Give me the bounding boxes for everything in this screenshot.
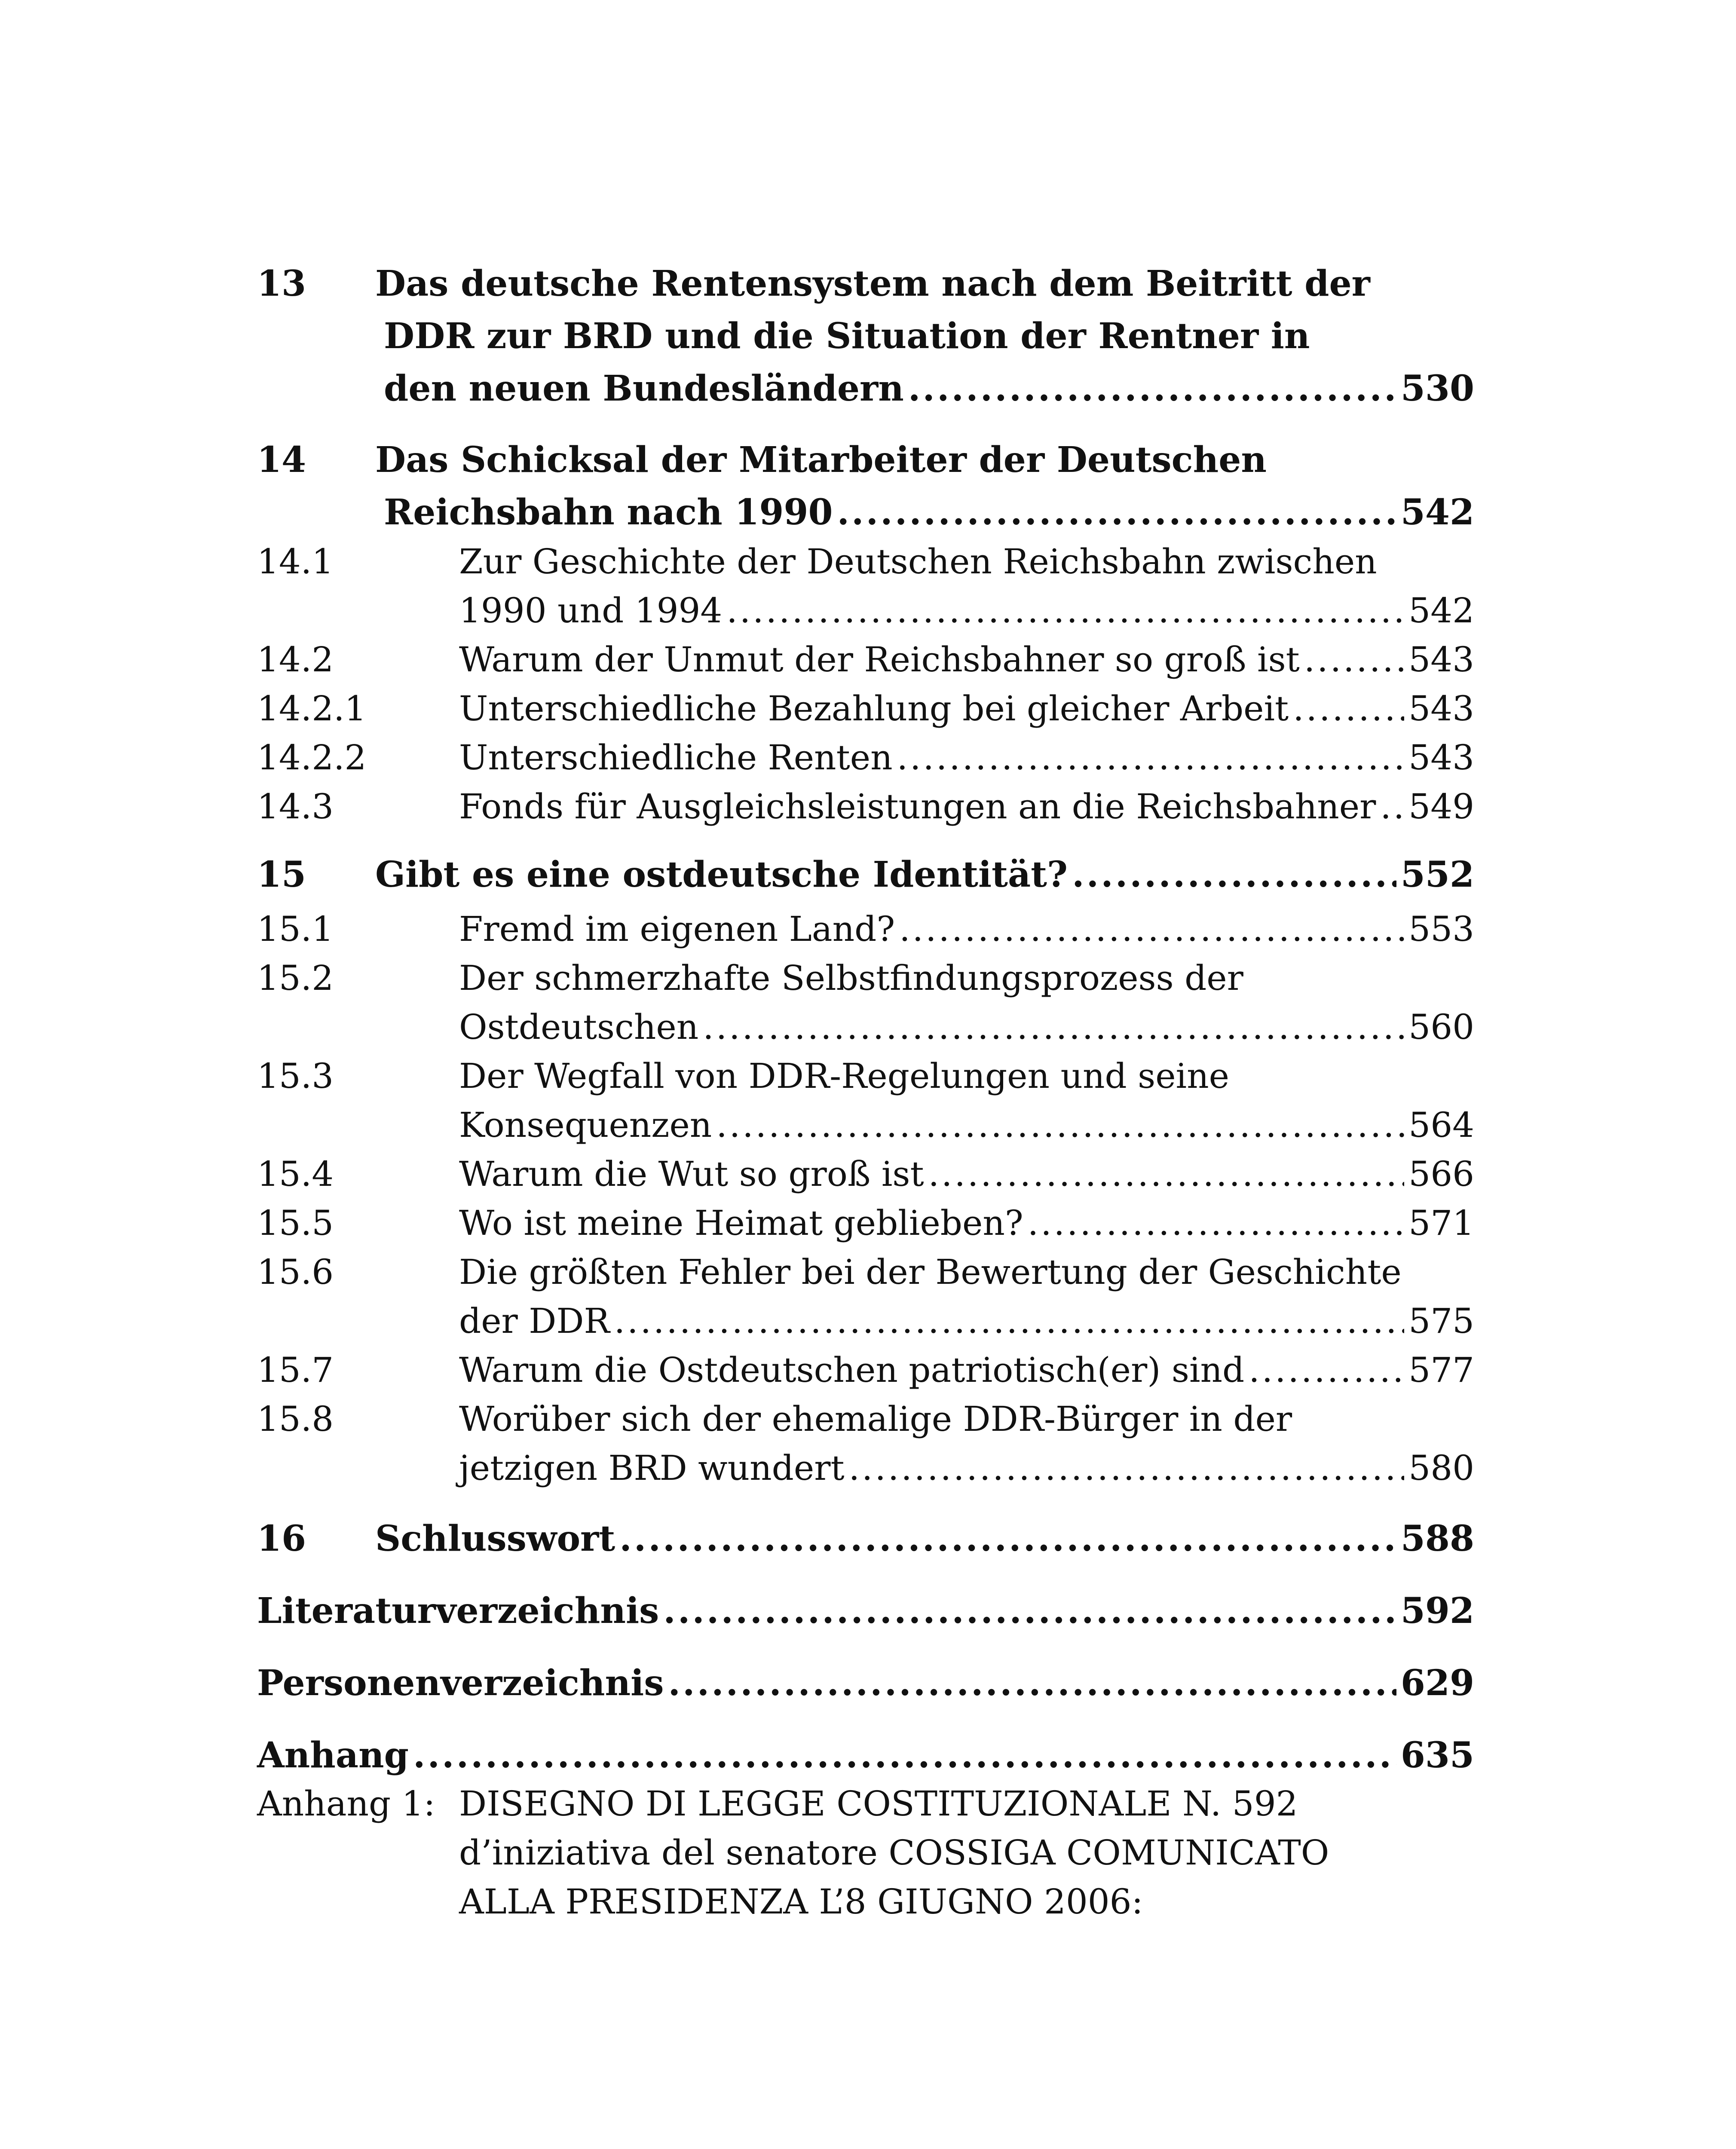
toc-page-number: 543 [1408,738,1474,778]
dot-leader [703,1003,1404,1052]
dot-leader [1380,782,1404,831]
dot-leader [1072,849,1396,900]
toc-number: 15.1 [257,909,334,949]
toc-page-number: 530 [1400,368,1474,409]
dot-leader [726,586,1404,635]
toc-title-line: Warum die Ostdeutschen patriotisch(er) sind [459,1350,1245,1390]
dot-leader [716,1101,1404,1150]
dot-leader [908,363,1396,414]
toc-number: 14.2.1 [257,689,367,729]
toc-title-line: Literaturverzeichnis [257,1590,659,1632]
toc-page-number: 575 [1408,1301,1474,1341]
toc-title-line: Der schmerzhafte Selbstfindungsprozess der [459,958,1243,998]
dot-leader [1304,635,1404,684]
toc-page-number: 543 [1408,689,1474,729]
toc-title-line: Anhang [257,1735,409,1776]
toc-title-line: Der Wegfall von DDR-Regelungen und seine [459,1056,1229,1096]
toc-page-number: 542 [1408,591,1474,631]
toc-number: 14.3 [257,787,334,827]
toc-title-line: den neuen Bundesländern [384,368,904,409]
toc-page-number: 560 [1408,1007,1474,1047]
toc-title-line: Wo ist meine Heimat geblieben? [459,1203,1023,1243]
toc-title-line: Reichsbahn nach 1990 [384,492,833,533]
toc-title-line: Warum der Unmut der Reichsbahner so groß ist [459,640,1300,680]
toc-page-number: 571 [1408,1203,1474,1243]
toc-page-number: 542 [1400,492,1474,533]
toc-number: 15.5 [257,1203,334,1243]
toc-number: 15.6 [257,1252,334,1292]
toc-title-line: Unterschiedliche Bezahlung bei gleicher Arbeit [459,689,1289,729]
toc-title-line: 1990 und 1994 [459,591,723,631]
toc-title-line: DDR zur BRD und die Situation der Rentner in [384,315,1310,357]
toc-title-line: DISEGNO DI LEGGE COSTITUZIONALE N. 592 [459,1784,1298,1824]
toc-title-line: Warum die Wut so groß ist [459,1154,924,1194]
dot-leader [1293,684,1404,733]
toc-number: 15.4 [257,1154,334,1194]
toc-title-line: Schlusswort [375,1518,615,1559]
toc-title-line: Ostdeutschen [459,1007,699,1047]
toc-title-line: Das deutsche Rentensystem nach dem Beitritt der [375,263,1370,304]
toc-page-number: 592 [1400,1590,1474,1632]
toc-number: 15.7 [257,1350,334,1390]
dot-leader [614,1297,1405,1346]
toc-number: 14 [257,439,306,481]
toc-page-number: 564 [1408,1105,1474,1145]
toc-title-line: Fonds für Ausgleichsleistungen an die Reichsbahner [459,787,1376,827]
toc-number: 15.8 [257,1399,334,1439]
toc-number: 14.1 [257,542,334,582]
dot-leader [849,1444,1405,1493]
toc-page-number: 588 [1400,1518,1474,1559]
toc-title-line: der DDR [459,1301,610,1341]
toc-page-number: 635 [1400,1735,1474,1776]
toc-title-line: Das Schicksal der Mitarbeiter der Deutschen [375,439,1267,481]
dot-leader [413,1730,1396,1781]
dot-leader [928,1150,1405,1199]
toc-number: 15.3 [257,1056,334,1096]
toc-page-number: 543 [1408,640,1474,680]
toc-number: 13 [257,263,306,304]
dot-leader [897,733,1405,782]
toc-page-number: 577 [1408,1350,1474,1390]
dot-leader [619,1513,1396,1564]
toc-title-line: Worüber sich der ehemalige DDR-Bürger in der [459,1399,1292,1439]
toc-number: 14.2.2 [257,738,367,778]
toc-title-line: ALLA PRESIDENZA L’8 GIUGNO 2006: [459,1882,1143,1922]
dot-leader [899,905,1404,954]
toc-title-line: d’iniziativa del senatore COSSIGA COMUNICATO [459,1833,1329,1873]
toc-page-number: 629 [1400,1662,1474,1704]
dot-leader [668,1657,1396,1709]
toc-title-line: jetzigen BRD wundert [459,1448,845,1488]
toc-number: 15 [257,854,306,895]
toc-title-line: Fremd im eigenen Land? [459,909,895,949]
toc-title-line: Gibt es eine ostdeutsche Identität? [375,854,1068,895]
dot-leader [1249,1346,1404,1395]
toc-page-number: 580 [1408,1448,1474,1488]
toc-title-line: Personenverzeichnis [257,1662,664,1704]
dot-leader [1028,1199,1405,1248]
dot-leader [837,487,1396,538]
toc-title-line: Unterschiedliche Renten [459,738,893,778]
toc-title-line: Zur Geschichte der Deutschen Reichsbahn zwischen [459,542,1377,582]
dot-leader [663,1585,1396,1637]
toc-page-number: 566 [1408,1154,1474,1194]
toc-page-number: 553 [1408,909,1474,949]
toc-title-line: Konsequenzen [459,1105,712,1145]
toc-number: 14.2 [257,640,334,680]
toc-number: 16 [257,1518,306,1559]
toc-page-number: 552 [1400,854,1474,895]
toc-number: 15.2 [257,958,334,998]
toc-title-line: Die größten Fehler bei der Bewertung der Geschichte [459,1252,1402,1292]
toc-number: Anhang 1: [257,1784,435,1824]
toc-page-number: 549 [1408,787,1474,827]
